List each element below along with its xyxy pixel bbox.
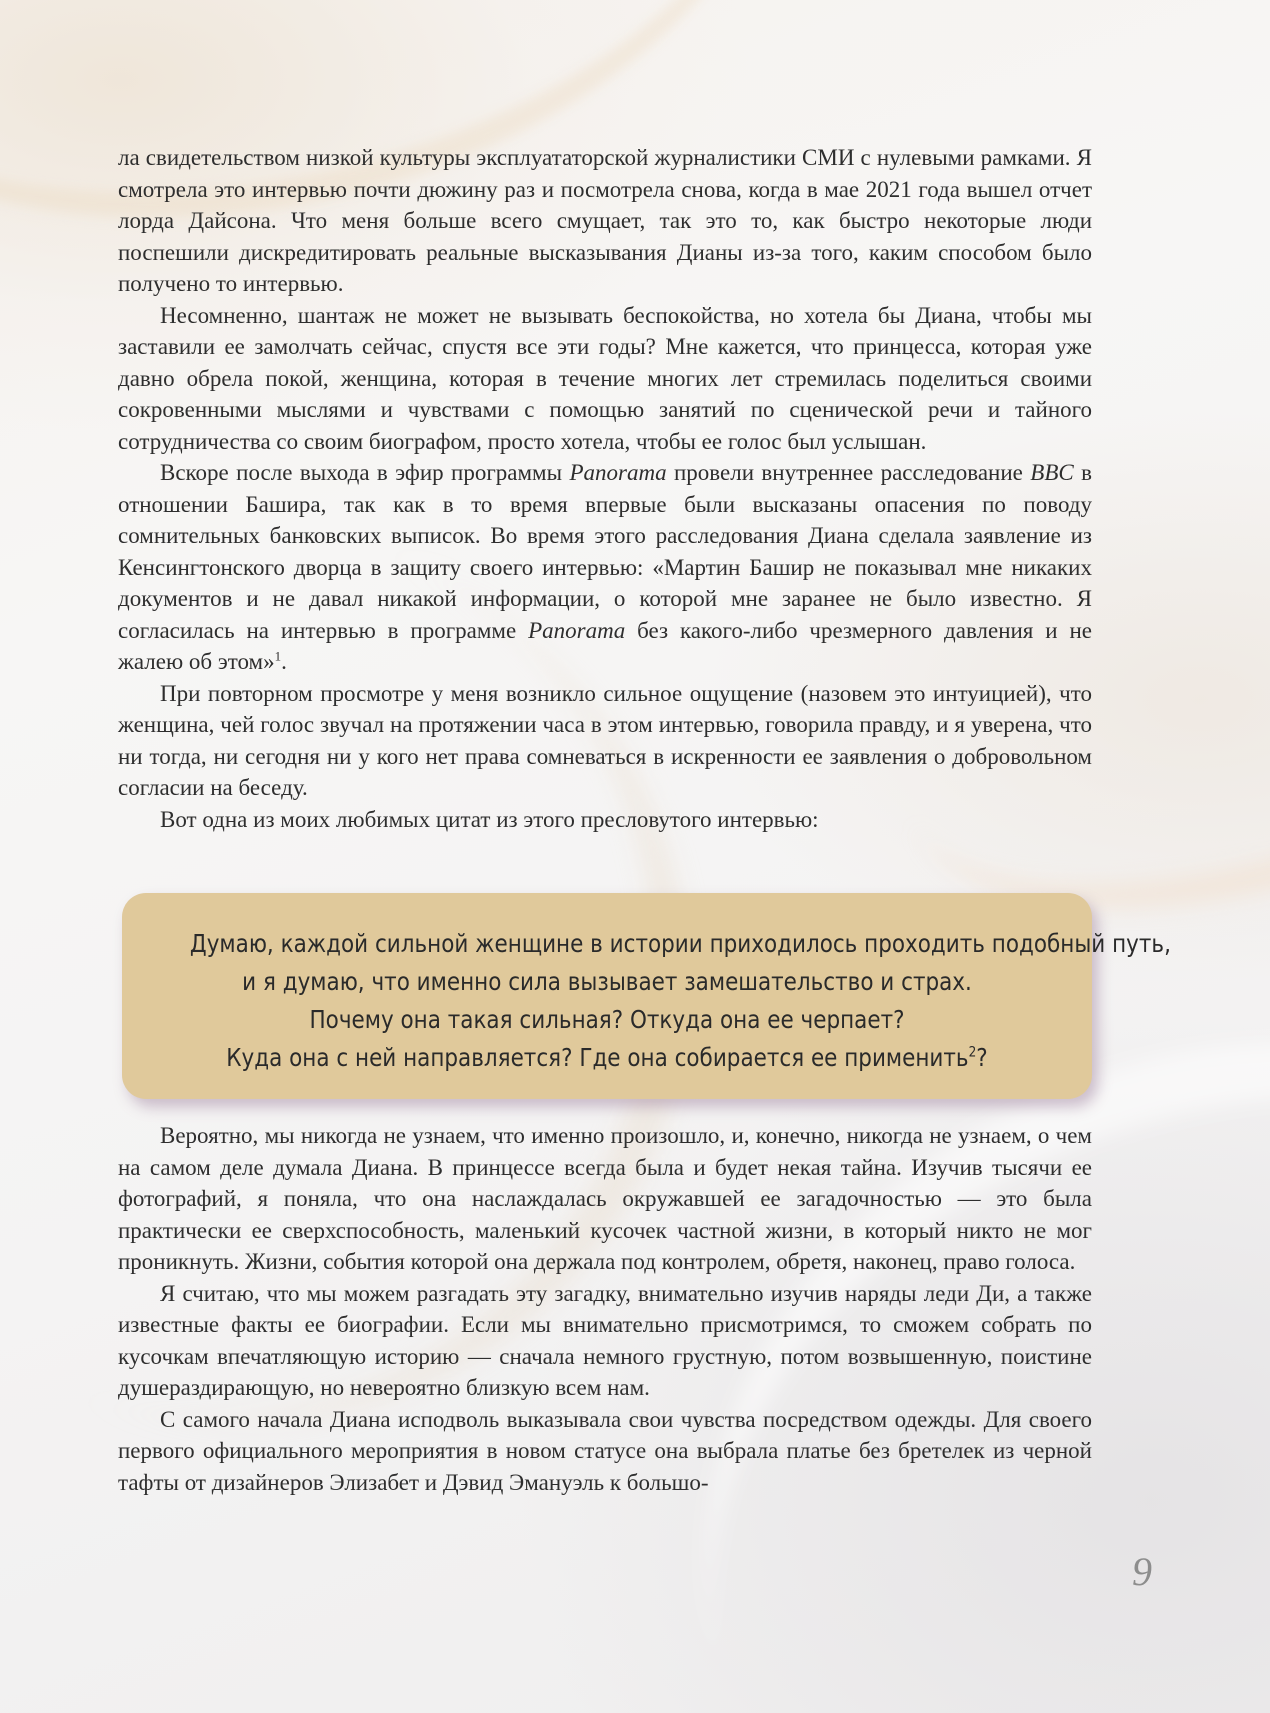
quote-line-last [190,1039,1024,1077]
quote-box [122,893,1171,1099]
body-text-top [118,142,1092,835]
text-span: в отношении Башира, так как в то время впервые были высказаны опасения по поводу сомнительных банковских выписок. Во время этого расследования Диана сделала заявление из Кенсингтонского дворца в защиту своего интервью: «Мартин Башир не показывал мне никаких документов и не давал никакой информации, о которой мне заранее не было известно. Я согласилась на интервью в программе [118,460,1092,643]
quote-line: и я думаю, что именно сила вызывает замешательство и страх. [242,967,972,996]
text-span: Куда она с ней направляется? Где она собирается ее применить [226,1043,969,1072]
footnote-marker: 1 [274,648,282,664]
paragraph: С самого начала Диана исподволь выказывала свои чувства посредством одежды. Для своего первого официального мероприятия в новом статусе она выбрала платье без бретелек из черной тафты от дизайнеров Элизабет и Дэвид Эмануэль к большо- [118,1406,1092,1495]
paragraph-bbc [118,457,1092,678]
page-number: 9 [1132,1549,1152,1594]
paragraph: Несомненно, шантаж не может не вызывать беспокойства, но хотела бы Диана, чтобы мы заставили ее замолчать сейчас, спустя все эти годы? Мне кажется, что принцесса, которая уже давно обрела покой, женщина, которая в течение многих лет стремилась поделиться своими сокровенными мыслями и чувствами с помощью занятий по сценической речи и тайного сотрудничества со своим биографом, просто хотела, чтобы ее голос был услышан. [118,302,1092,454]
quote-text [189,925,1171,1077]
text-span: ? [976,1043,988,1072]
footnote-marker: 2 [968,1044,977,1061]
text-span: без какого-либо чрезмерного давления и не жалею об этом» [118,617,1092,674]
quote-line: Почему она такая сильная? Откуда она ее черпает? [309,1005,905,1034]
quote-line: Думаю, каждой сильной женщине в истории приходилось проходить подобный путь, [189,929,1171,958]
paragraph: ла свидетельством низкой культуры эксплуататорской журналистики СМИ с нулевыми рамками. Я смотрела это интервью почти дюжину раз и посмотрела снова, когда в мае 2021 года вышел отчет лорда Дайсона. Что меня больше всего смущает, так это то, как быстро некоторые люди поспешили дискредитировать реальные высказывания Дианы из-за того, каким способом было получено то интервью. [118,145,1092,296]
paragraph: Вероятно, мы никогда не узнаем, что именно произошло, и, конечно, никогда не узнаем, о чем на самом деле думала Диана. В принцессе всегда была и будет некая тайна. Изучив тысячи ее фотографий, я поняла, что она наслаждалась окружавшей ее загадочностью — это была практически ее сверхспособность, маленький кусочек частной жизни, в который никто не мог проникнуть. Жизни, события которой она держала под контролем, обретя, наконец, право голоса. [118,1123,1092,1274]
paragraph: Вот одна из моих любимых цитат из этого пресловутого интервью: [160,806,819,832]
text-span: . [281,649,287,674]
program-name: Panorama [528,617,626,643]
text-span: провели внутреннее расследование [666,460,1031,485]
program-name: Panorama [569,460,667,485]
body-text-bottom [118,1120,1092,1498]
paragraph: При повторном просмотре у меня возникло сильное ощущение (назовем это интуицией), что женщина, чей голос звучал на протяжении часа в этом интервью, говорила правду, и я уверена, что ни тогда, ни сегодня ни у кого нет права сомневаться в искренности ее заявления о добровольном согласии на беседу. [118,680,1092,800]
paragraph: Я считаю, что мы можем разгадать эту загадку, внимательно изучив наряды леди Ди, а также известные факты ее биографии. Если мы внимательно присмотримся, то сможем собрать по кусочкам впечатляющую историю — сначала немного грустную, потом возвышенную, поистине душераздирающую, но невероятно близкую всем нам. [118,1280,1092,1400]
text-span: Вскоре после выхода в эфир программы [160,460,570,485]
broadcaster-name: BBC [1030,460,1074,485]
